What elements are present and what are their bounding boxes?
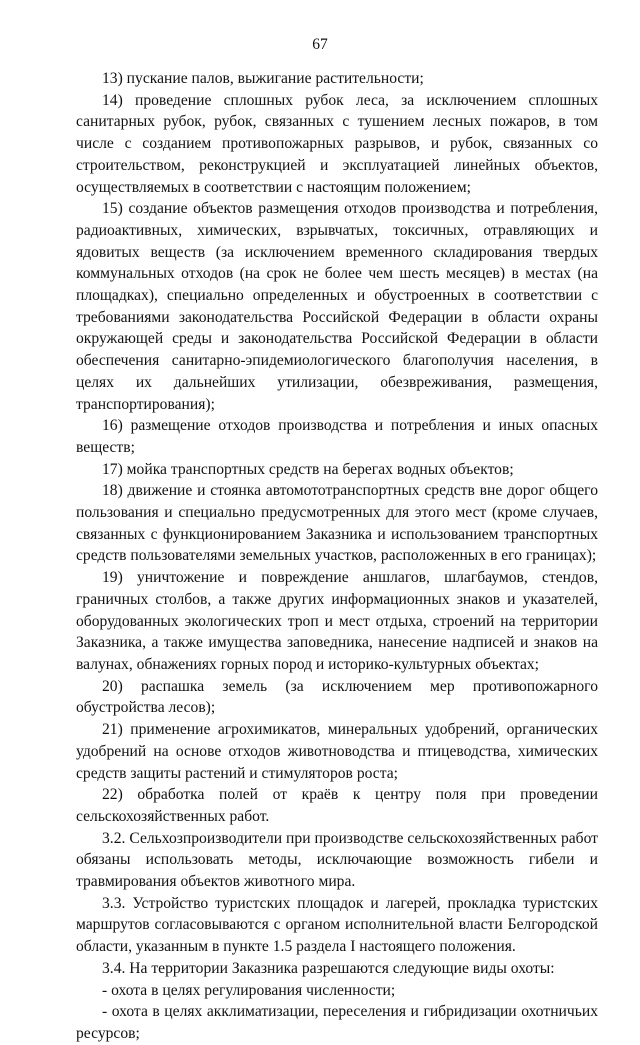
paragraph-item-17: 17) мойка транспортных средств на берегах водных объектов; — [102, 460, 514, 478]
paragraph-item-18: 18) движение и стоянка автомототранспортных средств вне дорог общего пользования и специально предусмотренных для этого мест (кроме случаев, связанных с функционированием Заказника и использованием транспортных средств пользователями земельных участков, расположенных в его границах); — [76, 482, 598, 565]
paragraph-item-20: 20) распашка земель (за исключением мер противопожарного обустройства лесов); — [76, 677, 598, 717]
paragraph-item-14: 14) проведение сплошных рубок леса, за исключением сплошных санитарных рубок, рубок, связанных с тушением лесных пожаров, в том числе с созданием противопожарных разрывов, и рубок, связанных со строительством, реконструкцией и эксплуатацией линейных объектов, осуществляемых в соответствии с настоящим положением; — [76, 91, 598, 196]
document-body — [76, 68, 598, 1045]
section-3-2: 3.2. Сельхозпроизводители при производстве сельскохозяйственных работ обязаны использовать методы, исключающие возможность гибели и травмирования объектов животного мира. — [76, 829, 598, 891]
paragraph-item-19: 19) уничтожение и повреждение аншлагов, шлагбаумов, стендов, граничных столбов, а также других информационных знаков и указателей, оборудованных экологических троп и мест отдыха, строений на территории Заказника, а также имущества заповедника, нанесение надписей и знаков на валунах, обнажениях горных пород и историко-культурных объектах; — [76, 569, 598, 673]
hunting-type-acclimatization: - охота в целях акклиматизации, переселения и гибридизации охотничьих ресурсов; — [76, 1003, 598, 1042]
section-3-4: 3.4. На территории Заказника разрешаются следующие виды охоты: — [102, 959, 555, 977]
paragraph-item-22: 22) обработка полей от краёв к центру поля при проведении сельскохозяйственных работ. — [76, 786, 598, 825]
paragraph-item-13: 13) пускание палов, выжигание растительности; — [102, 70, 424, 87]
hunting-type-regulation: - охота в целях регулирования численности; — [102, 981, 396, 999]
paragraph-item-16: 16) размещение отходов производства и потребления и иных опасных веществ; — [76, 417, 598, 456]
section-3-3: 3.3. Устройство туристских площадок и лагерей, прокладка туристских маршрутов согласовываются с органом исполнительной власти Белгородской области, указанным в пункте 1.5 раздела I настоящего положения. — [76, 894, 598, 956]
paragraph-item-15: 15) создание объектов размещения отходов производства и потребления, радиоактивных, химических, взрывчатых, токсичных, отравляющих и ядовитых веществ (за исключением временного складирования твердых коммунальных отходов (на срок не более чем шесть месяцев) в местах (на площадках), специально определенных и обустроенных в соответствии с требованиями законодательства Российской Федерации в области охраны окружающей среды и законодательства Российской Федерации в области обеспечения санитарно-эпидемиологического благополучия населения, в целях их дальнейших утилизации, обезвреживания, размещения, транспортирования); — [76, 200, 598, 413]
paragraph-item-21: 21) применение агрохимикатов, минеральных удобрений, органических удобрений на основе отходов животноводства и птицеводства, химических средств защиты растений и стимуляторов роста; — [76, 721, 598, 782]
page-number: 67 — [312, 36, 328, 53]
